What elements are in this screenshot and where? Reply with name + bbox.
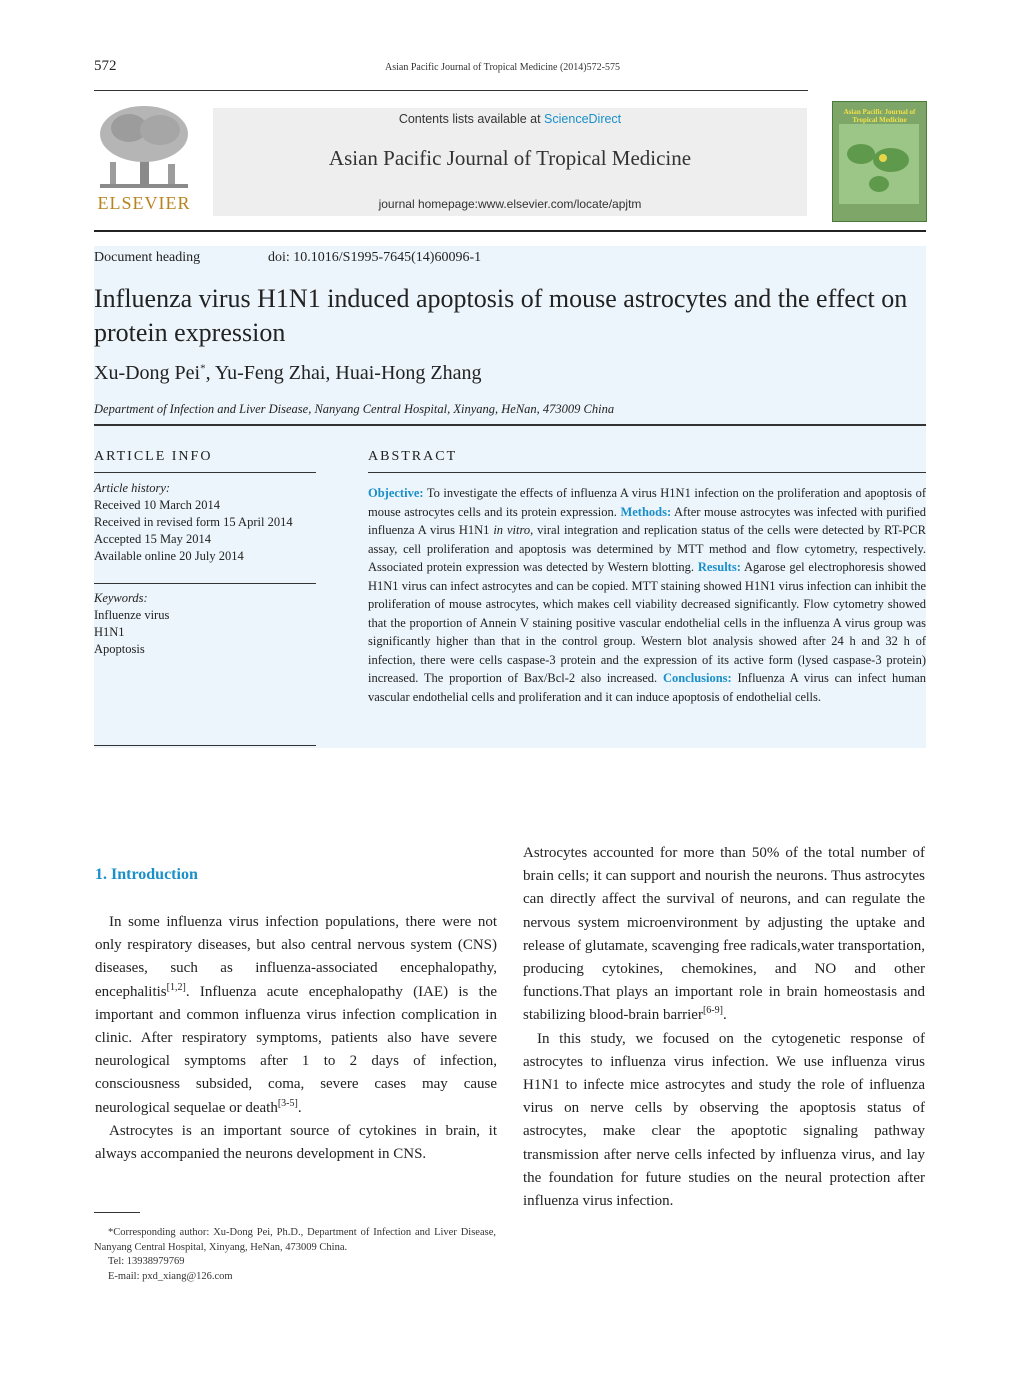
tree-logo-icon <box>94 104 194 194</box>
abstract-text <box>368 484 926 706</box>
body-column-right <box>523 842 925 1213</box>
abstract-label: ABSTRACT <box>368 449 458 464</box>
accepted-date: Accepted 15 May 2014 <box>94 532 211 546</box>
citation[interactable]: [6-9] <box>702 1005 723 1017</box>
received-date: Received 10 March 2014 <box>94 498 221 512</box>
body-paragraph <box>95 911 497 1120</box>
online-date: Available online 20 July 2014 <box>94 549 244 563</box>
cover-map-icon <box>839 124 919 204</box>
author-list <box>94 362 481 385</box>
other-authors: , Yu-Feng Zhai, Huai-Hong Zhang <box>205 362 482 384</box>
objective-label: Objective: <box>368 486 424 500</box>
section-rule <box>94 424 926 426</box>
article-info-label: ARTICLE INFO <box>94 449 213 464</box>
journal-banner <box>213 108 807 216</box>
introduction-heading: 1. Introduction <box>95 866 198 883</box>
cover-title: Asian Pacific Journal of Tropical Medicine <box>843 108 916 124</box>
first-author: Xu-Dong Pei <box>94 362 201 384</box>
article-title: Influenza virus H1N1 induced apoptosis of mouse astrocytes and the effect on protein expression <box>94 284 908 347</box>
corresponding-mark: * <box>200 362 206 375</box>
methods-text: After mouse astrocytes was infected with purified influenza A virus H1N1 <box>368 504 926 537</box>
body-paragraph: Astrocytes is an important source of cytokines in brain, it always accompanied the neurons development in CNS. <box>95 1122 497 1163</box>
running-head: Asian Pacific Journal of Tropical Medicine (2014)572-575 <box>385 62 620 73</box>
journal-cover-image <box>832 101 927 222</box>
methods-label: Methods: <box>620 504 672 519</box>
publisher-logo-text: ELSEVIER <box>97 193 191 213</box>
article-history <box>94 480 316 565</box>
results-text: Agarose gel electrophoresis showed H1N1 virus can infect astrocytes and can be copied. MTT staining showed H1N1 virus infection can inhibit the proliferation of mouse astrocytes, which makes cell viability decreased significantly. Flow cytometry showed that the proportion of Annein V staining positive vascular endothelial cells in the influenza A virus group was significantly higher than that in the control group. Western blot analysis showed after 24 h and 32 h of infection, there were cells caspase-3 protein and the expression of its active form (lysed caspase-3 protein) increased. The proportion of Bax/Bcl-2 also increased. <box>368 560 926 685</box>
footnote <box>94 1226 496 1284</box>
keywords-rule <box>94 583 316 584</box>
citation[interactable]: [3-5] <box>277 1097 298 1109</box>
header-rule <box>94 230 926 232</box>
revised-date: Received in revised form 15 April 2014 <box>94 515 293 529</box>
conclusions-text: Influenza A virus can infect human vascular endothelial cells and proliferation and it can induce apoptosis of endothelial cells. <box>368 671 926 704</box>
paragraph-text: In some influenza virus infection populations, there were not only respiratory diseases, but also central nervous system (CNS) diseases, such as influenza-associated encephalopathy, encephalitis <box>95 914 497 1000</box>
doi[interactable]: doi: 10.1016/S1995-7645(14)60096-1 <box>268 250 482 265</box>
paragraph-text: Astrocytes accounted for more than 50% of the total number of brain cells; it can support and nourish the neurons. Thus astrocytes can directly affect the survival of neurons, and can regulate the nervous system microenvironment by adjusting the uptake and release of glutamate, scavenging free radicals,water transportation, producing cytokines, chemokines, and NO and other functions.That plays an important role in brain homeostasis and stabilizing blood-brain barrier <box>523 845 925 1024</box>
article-info-rule <box>94 472 316 473</box>
email[interactable]: E-mail: pxd_xiang@126.com <box>108 1270 233 1282</box>
journal-homepage[interactable]: journal homepage:www.elsevier.com/locate/apjtm <box>378 197 642 211</box>
page-number: 572 <box>94 58 117 74</box>
keyword-item: Influenze virus <box>94 608 170 622</box>
abstract-rule <box>368 472 926 473</box>
paragraph-text: . <box>722 1007 727 1024</box>
telephone: Tel: 13938979769 <box>108 1256 185 1267</box>
objective-text: To investigate the effects of influenza A virus H1N1 infection on the proliferation and apoptosis of mouse astrocytes cells and its protein expression. <box>368 486 926 519</box>
journal-name: Asian Pacific Journal of Tropical Medicine <box>328 146 692 170</box>
in-vitro-term: in vitro <box>493 523 531 537</box>
affiliation: Department of Infection and Liver Disease, Nanyang Central Hospital, Xinyang, HeNan, 473009 China <box>94 402 615 416</box>
keyword-item: Apoptosis <box>94 642 145 656</box>
citation[interactable]: [1,2] <box>166 981 186 993</box>
document-heading: Document heading <box>94 250 201 265</box>
methods-text-cont: , viral integration and replication status of the cells were detected by RT-PCR assay, cell proliferation and apoptosis was determined by MTT method and flow cytometry, respectively. Associated protein expression was detected by Western blotting. <box>368 523 926 574</box>
corresponding-author-note: *Corresponding author: Xu-Dong Pei, Ph.D., Department of Infection and Liver Disease, Nanyang Central Hospital, Xinyang, HeNan, 473009 China. <box>94 1227 496 1253</box>
contents-line <box>213 112 807 126</box>
article-info-bottom-rule <box>94 745 316 746</box>
body-paragraph: In this study, we focused on the cytogenetic response of astrocytes to influenza virus infection. We use influenza virus H1N1 to infecte mice astrocytes and study the role of influenza virus on nerve cells by observing the apoptosis status of astrocytes, make clear the apoptotic signaling pathway transmission after nerve cells infected by influenza virus, and lay the foundation for future studies on the neural protection after influenza virus infection. <box>523 1030 925 1210</box>
history-title: Article history: <box>94 481 171 495</box>
top-rule <box>94 90 808 91</box>
body-paragraph <box>523 842 925 1028</box>
body-column-left <box>95 911 497 1166</box>
contents-prefix: Contents lists available at <box>398 112 545 126</box>
elsevier-logo <box>94 104 194 216</box>
footnote-rule <box>94 1212 140 1213</box>
sciencedirect-link[interactable]: ScienceDirect <box>544 112 622 126</box>
keyword-item: H1N1 <box>94 625 125 639</box>
conclusions-label: Conclusions: <box>662 671 732 685</box>
keywords-block <box>94 590 316 658</box>
keywords-title: Keywords: <box>94 591 148 605</box>
paragraph-text: . Influenza acute encephalopathy (IAE) is the important and common influenza virus infection complication in clinic. After respiratory symptoms, patients also have severe neurological symptoms after 1 to 2 days of infection, consciousness subsided, coma, severe cases may cause neurological sequelae or death <box>95 983 497 1116</box>
paragraph-text: . <box>297 1099 302 1116</box>
results-label: Results: <box>697 560 741 574</box>
